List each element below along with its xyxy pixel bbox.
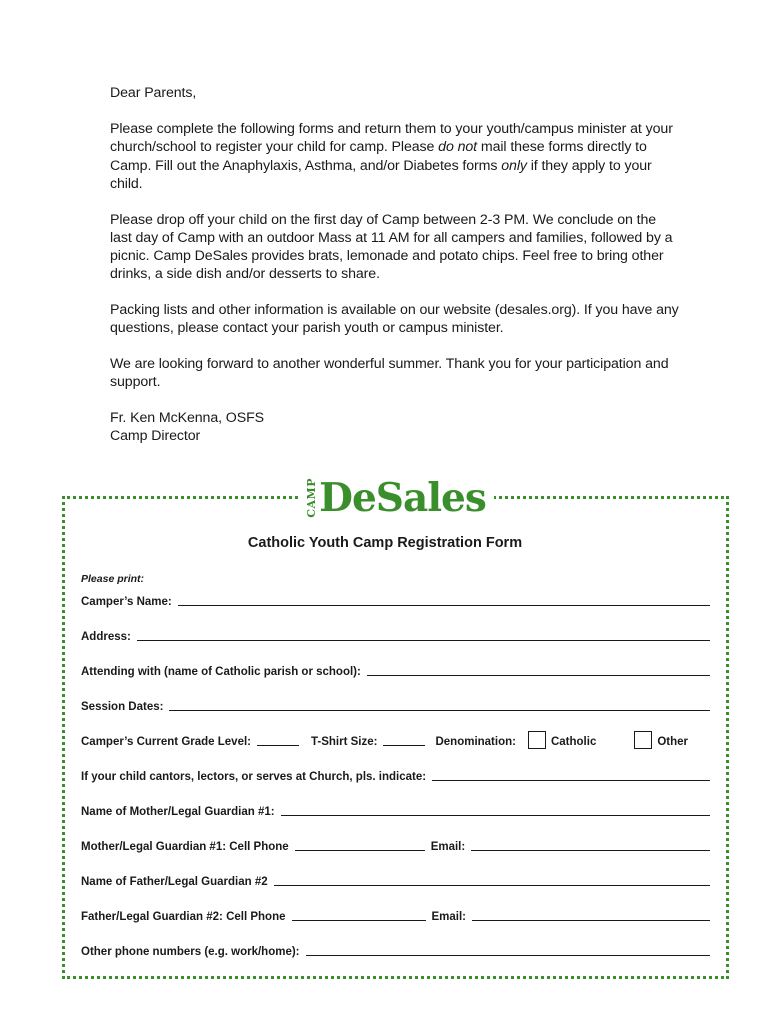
form-instruction: Please print: [81,573,145,585]
session-dates-label: Session Dates: [81,701,164,713]
campers-name-field[interactable] [178,595,710,606]
tshirt-field[interactable] [383,735,425,746]
cantors-label: If your child cantors, lectors, or serves at Church, pls. indicate: [81,771,427,783]
row-mother-contact [81,837,710,853]
row-campers-name [81,592,710,608]
row-cantors [81,767,710,783]
letter-signer-title: Camp Director [110,427,201,444]
father-email-label: Email: [431,911,467,923]
row-other-phones [81,942,710,958]
row-session-dates [81,697,710,713]
mother-name-field[interactable] [281,805,710,816]
mother-phone-label: Mother/Legal Guardian #1: Cell Phone [81,841,289,853]
grade-level-label: Camper’s Current Grade Level: [81,736,252,748]
logo-name-text: DeSales [319,475,486,521]
letter-greeting: Dear Parents, [110,85,197,101]
address-field[interactable] [137,630,710,641]
father-name-label: Name of Father/Legal Guardian #2 [81,876,268,888]
campers-name-label: Camper’s Name: [81,596,172,608]
row-mother-name [81,802,710,818]
row-grade-shirt-denomination [81,732,710,748]
other-label: Other [657,736,689,748]
catholic-checkbox[interactable] [528,731,546,749]
logo-camp-text: CAMP [305,478,319,518]
form-title: Catholic Youth Camp Registration Form [247,535,523,551]
address-label: Address: [81,631,131,643]
row-father-contact [81,907,710,923]
denomination-label: Denomination: [435,736,516,748]
father-email-field[interactable] [472,910,710,921]
catholic-label: Catholic [550,736,597,748]
session-dates-field[interactable] [169,700,710,711]
row-address [81,627,710,643]
grade-level-field[interactable] [257,735,299,746]
father-phone-field[interactable] [292,910,426,921]
letter-signer: Fr. Ken McKenna, OSFS [110,409,265,426]
attending-field[interactable] [367,665,710,676]
camp-desales-logo [298,474,494,522]
other-phones-field[interactable] [306,945,710,956]
letter-p1-part: Please complete the following forms and return them to your youth/campus minister at your church/school to register your child for camp. Please [110,121,673,156]
letter-p1-emphasis: only [501,157,527,174]
denomination-option-other[interactable] [634,731,688,748]
mother-email-field[interactable] [471,840,710,851]
attending-label: Attending with (name of Catholic parish or school): [81,666,361,678]
letter-p1-part: if they apply to your child. [110,157,652,192]
mother-name-label: Name of Mother/Legal Guardian #1: [81,806,275,818]
letter-paragraph-instructions [110,120,680,193]
row-father-name [81,872,710,888]
letter-p1-emphasis: do not [438,139,478,156]
father-name-field[interactable] [274,875,710,886]
letter-paragraph-dropoff: Please drop off your child on the first day of Camp between 2-3 PM. We conclude on the last day of Camp with an outdoor Mass at 11 AM for all campers and families, followed by a picnic. Camp DeSales provides brats, lemonade and potato chips. Feel free to bring other drinks, a side dish and/or desserts to share. [110,211,673,283]
denomination-option-catholic[interactable] [528,731,596,748]
father-phone-label: Father/Legal Guardian #2: Cell Phone [81,911,286,923]
letter-paragraph-thanks: We are looking forward to another wonderful summer. Thank you for your participation and support. [110,355,669,390]
letter-paragraph-packing: Packing lists and other information is available on our website (desales.org). If you have any questions, please contact your parish youth or campus minister. [110,301,679,337]
cantors-field[interactable] [432,770,710,781]
row-attending [81,662,710,678]
mother-phone-field[interactable] [295,840,425,851]
mother-email-label: Email: [430,841,466,853]
other-checkbox[interactable] [634,731,652,749]
parent-letter [110,84,680,445]
other-phones-label: Other phone numbers (e.g. work/home): [81,946,300,958]
tshirt-label: T-Shirt Size: [311,736,378,748]
letter-p1-part: mail these forms directly to Camp. Fill out the Anaphylaxis, Asthma, and/or Diabetes forms [110,139,647,174]
